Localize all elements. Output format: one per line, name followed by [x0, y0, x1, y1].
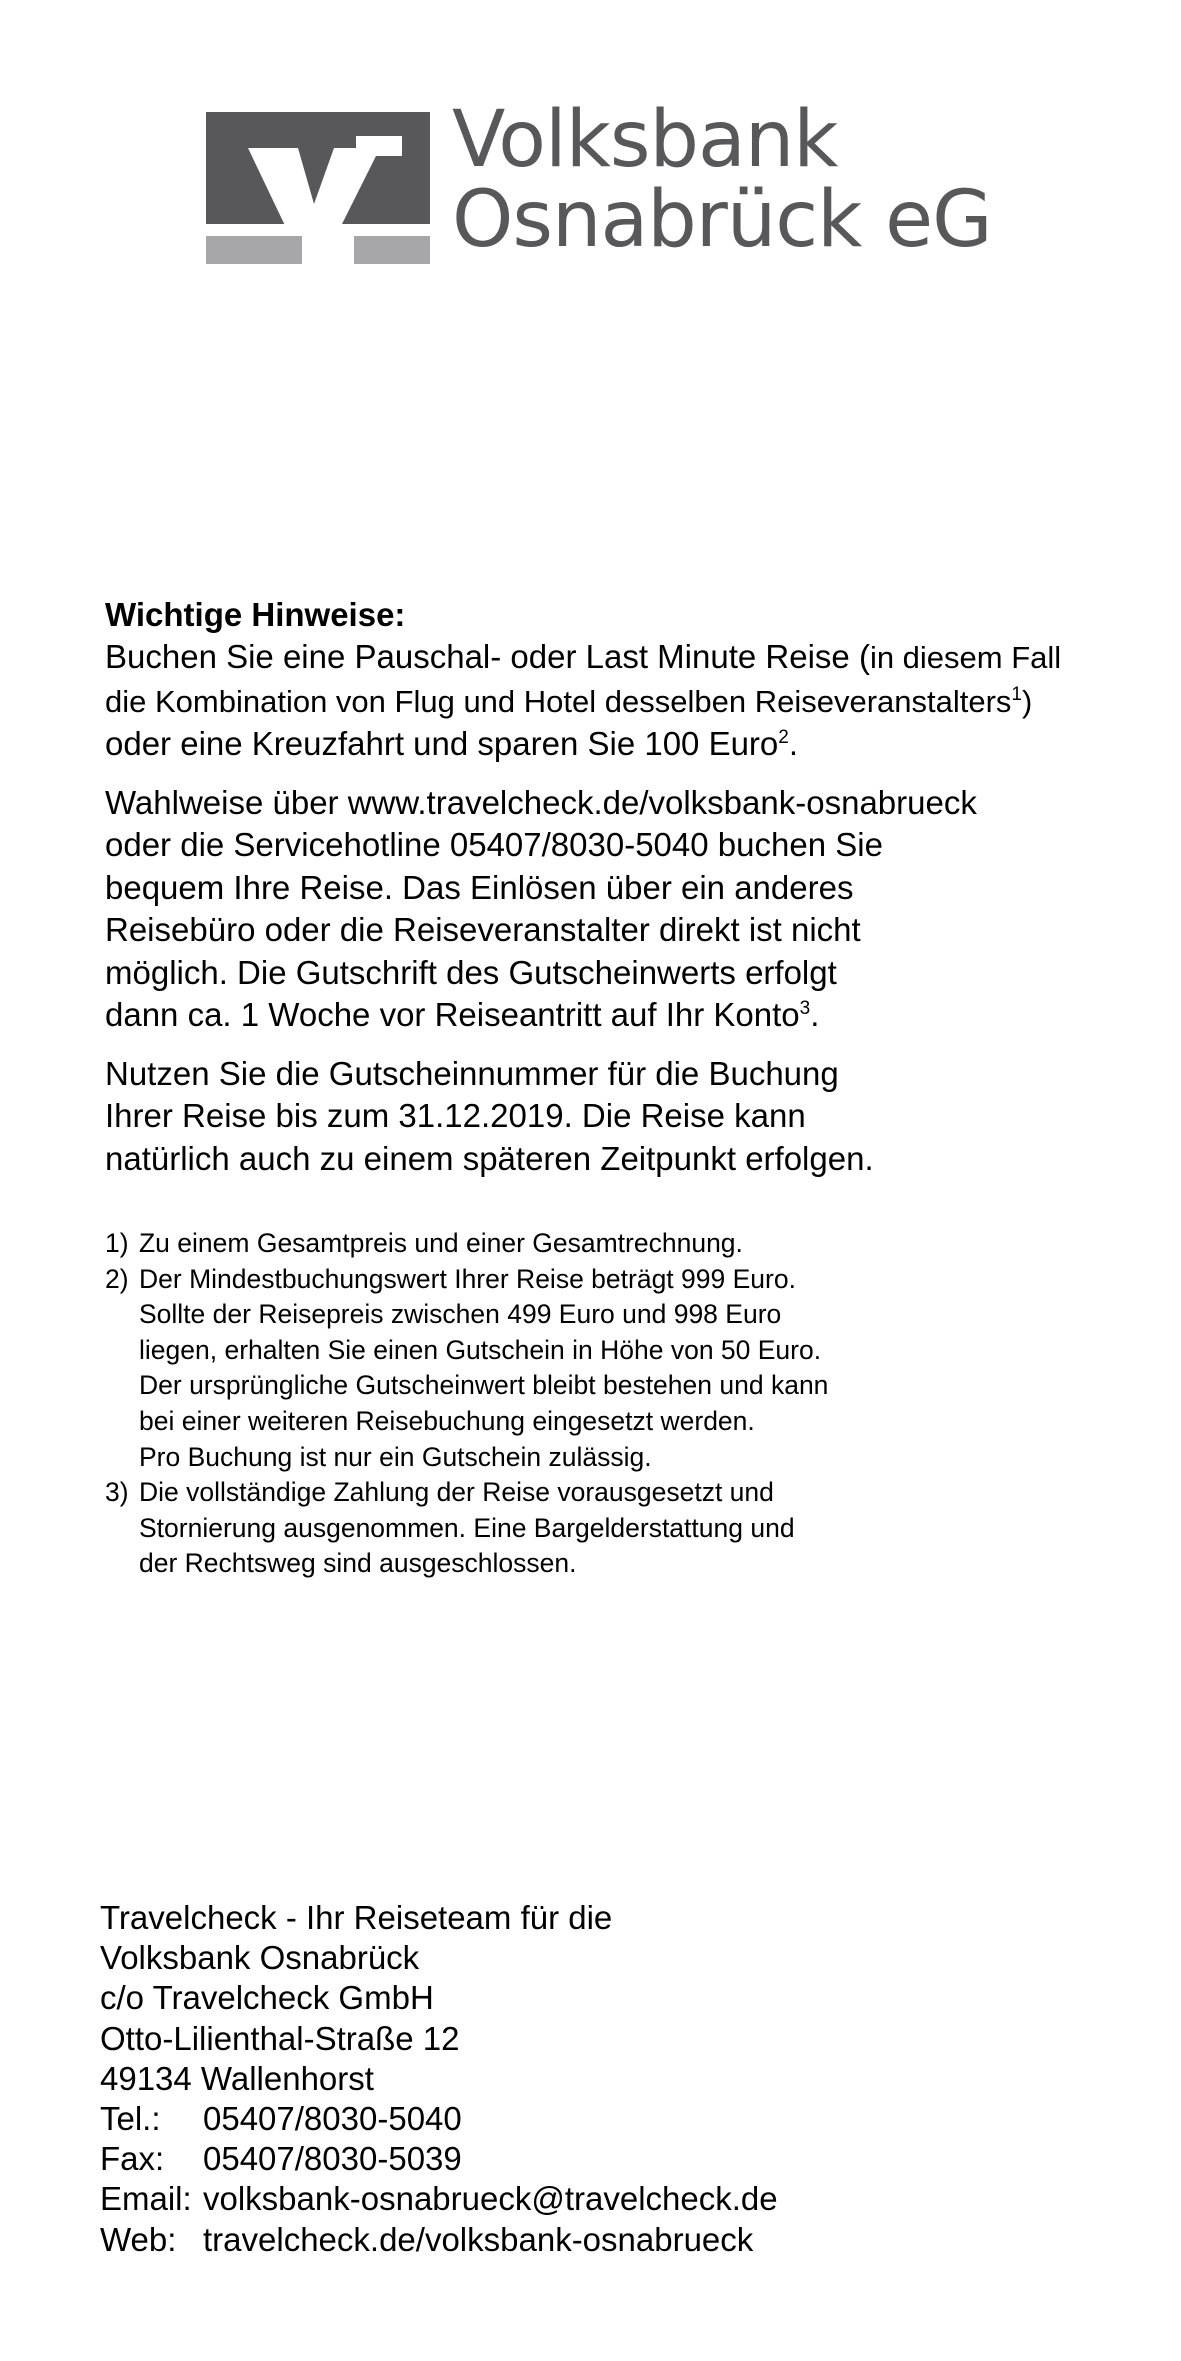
contact-block	[100, 1898, 778, 2260]
footnote-line: der Rechtsweg sind ausgeschlossen.	[139, 1548, 577, 1579]
footnote-1	[105, 1226, 1005, 1262]
notes-paragraph-1	[105, 636, 1165, 766]
notes-paragraph-3	[105, 1053, 1165, 1181]
p2-line: oder die Servicehotline 05407/8030-5040 buchen Sie	[105, 826, 883, 863]
logo-wordmark	[452, 95, 992, 265]
footnote-number: 2)	[105, 1263, 129, 1294]
phone-value: 05407/8030-5040	[203, 2100, 462, 2138]
footnote-line: Pro Buchung ist nur ein Gutschein zulässig.	[139, 1441, 652, 1472]
logo-line-1: Volksbank	[452, 95, 838, 185]
p2-last-end: .	[810, 996, 820, 1033]
footnote-ref-1: 1	[1011, 683, 1022, 705]
footnote-line: Die vollständige Zahlung der Reise vorausgesetzt und	[139, 1477, 774, 1508]
contact-line: c/o Travelcheck GmbH	[100, 1979, 434, 2017]
p1-line-2-end: )	[1022, 683, 1033, 719]
contact-web-row	[100, 2220, 778, 2260]
p2-last-line: dann ca. 1 Woche vor Reiseantritt auf Ihr Konto	[105, 996, 800, 1033]
footnote-line: Sollte der Reisepreis zwischen 499 Euro und 998 Euro	[139, 1299, 782, 1330]
footnote-3	[105, 1475, 1005, 1582]
footnote-line: liegen, erhalten Sie einen Gutschein in Höhe von 50 Euro.	[139, 1334, 822, 1365]
footnote-line: Der Mindestbuchungswert Ihrer Reise beträgt 999 Euro.	[139, 1263, 796, 1294]
notes-paragraph-2	[105, 782, 1165, 1037]
footnotes	[105, 1226, 1005, 1582]
email-value: volksbank-osnabrueck@travelcheck.de	[203, 2180, 778, 2218]
p1-line-2: die Kombination von Flug und Hotel desselben Reiseveranstalters	[105, 683, 1012, 719]
web-value: travelcheck.de/volksbank-osnabrueck	[203, 2220, 754, 2258]
web-label: Web:	[100, 2220, 177, 2258]
footnote-line: Stornierung ausgenommen. Eine Bargelderstattung und	[139, 1512, 795, 1543]
contact-line: Otto-Lilienthal-Straße 12	[100, 2019, 460, 2057]
p3-line: natürlich auch zu einem späteren Zeitpunkt erfolgen.	[105, 1139, 874, 1177]
contact-line: 49134 Wallenhorst	[100, 2059, 374, 2097]
notes-title: Wichtige Hinweise:	[105, 596, 406, 633]
footnote-body	[139, 1475, 1005, 1582]
footnote-line: bei einer weiteren Reisebuchung eingesetzt werden.	[139, 1405, 755, 1436]
fax-label: Fax:	[100, 2140, 165, 2178]
footnote-number: 1)	[105, 1228, 129, 1258]
volksbank-v-icon	[206, 112, 430, 264]
contact-phone-row	[100, 2099, 778, 2139]
footnote-2	[105, 1262, 1005, 1476]
p3-line: Ihrer Reise bis zum 31.12.2019. Die Reise kann	[105, 1097, 806, 1134]
footnote-ref-2: 2	[778, 727, 789, 748]
p1-line-3-end: .	[788, 725, 799, 762]
p2-line: bequem Ihre Reise. Das Einlösen über ein anderes	[105, 868, 854, 906]
footnote-body	[139, 1262, 1005, 1476]
volksbank-logo	[206, 95, 1006, 272]
contact-fax-row	[100, 2139, 778, 2179]
footnote-ref-3: 3	[799, 998, 811, 1019]
email-label: Email:	[100, 2180, 192, 2218]
footnote-line: Zu einem Gesamtpreis und einer Gesamtrechnung.	[139, 1228, 743, 1258]
p1-text-b: in diesem Fall	[869, 640, 1062, 675]
p2-line: Reisebüro oder die Reiseveranstalter direkt ist nicht	[105, 911, 861, 948]
fax-value: 05407/8030-5039	[203, 2140, 462, 2178]
footnote-body	[139, 1226, 1005, 1262]
logo-line-2: Osnabrück eG	[452, 175, 992, 265]
p2-line: Wahlweise über www.travelcheck.de/volksbank-osnabrueck	[105, 783, 977, 821]
contact-email-row	[100, 2179, 778, 2219]
p1-line-3: oder eine Kreuzfahrt und sparen Sie 100 Euro	[105, 725, 779, 762]
footnote-line: Der ursprüngliche Gutscheinwert bleibt bestehen und kann	[139, 1370, 829, 1401]
p1-text-a: Buchen Sie eine Pauschal- oder Last Minute Reise (	[105, 638, 870, 675]
contact-line: Volksbank Osnabrück	[100, 1939, 420, 1977]
phone-label: Tel.:	[100, 2100, 161, 2138]
p3-line: Nutzen Sie die Gutscheinnummer für die Buchung	[105, 1054, 839, 1092]
important-notes	[105, 594, 1165, 1180]
footnote-number: 3)	[105, 1477, 129, 1508]
p2-line: möglich. Die Gutschrift des Gutscheinwerts erfolgt	[105, 953, 837, 991]
contact-line: Travelcheck - Ihr Reiseteam für die	[100, 1899, 613, 1936]
